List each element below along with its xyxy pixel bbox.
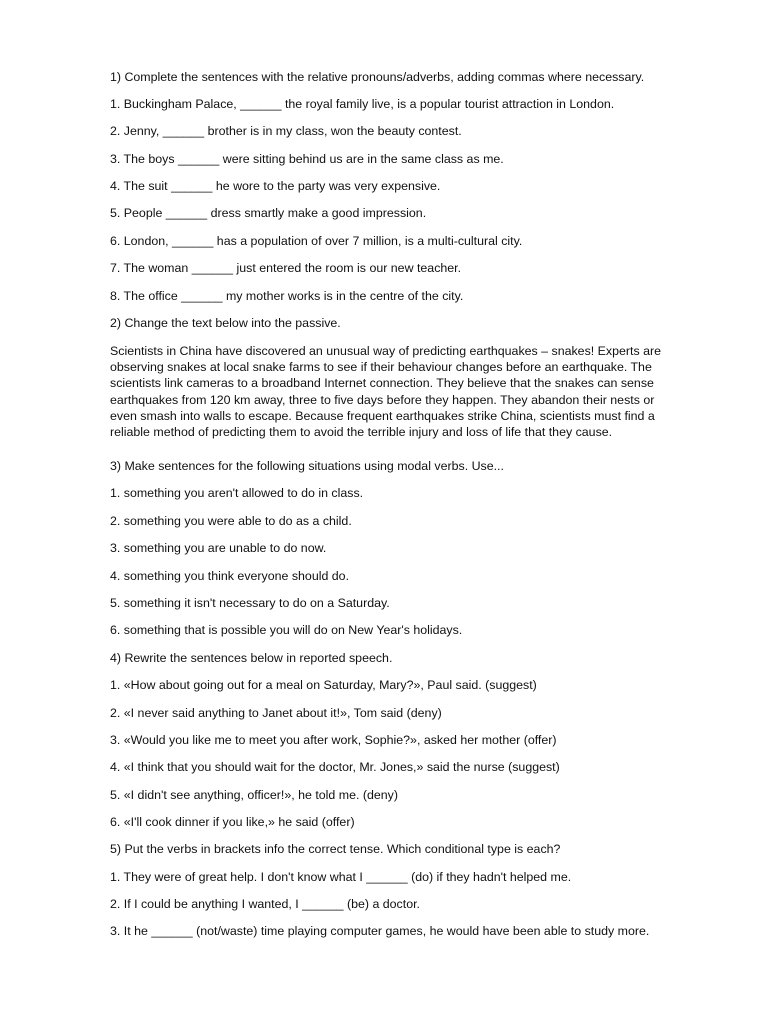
list-item: 2. something you were able to do as a child. bbox=[110, 514, 352, 528]
section-1-heading: 1) Complete the sentences with the relative pronouns/adverbs, adding commas where necessary. bbox=[110, 70, 645, 84]
list-item: 5. «I didn't see anything, officer!», he told me. (deny) bbox=[110, 788, 398, 802]
list-item: 6. «I'll cook dinner if you like,» he said (offer) bbox=[110, 815, 355, 829]
list-item: 3. The boys ______ were sitting behind us are in the same class as me. bbox=[110, 152, 504, 166]
passage-line: reliable method of predicting them to avoid the terrible injury and loss of life that they cause. bbox=[110, 425, 613, 440]
section-4-heading: 4) Rewrite the sentences below in reported speech. bbox=[110, 651, 393, 665]
passage-line: earthquakes from 120 km away, three to five days before they happen. They abandon their nests or bbox=[110, 392, 655, 407]
list-item: 8. The office ______ my mother works is in the centre of the city. bbox=[110, 289, 464, 303]
list-item: 4. «I think that you should wait for the doctor, Mr. Jones,» said the nurse (suggest) bbox=[110, 760, 560, 774]
list-item: 1. Buckingham Palace, ______ the royal family live, is a popular tourist attraction in London. bbox=[110, 97, 615, 111]
list-item: 3. It he ______ (not/waste) time playing computer games, he would have been able to study more. bbox=[110, 924, 650, 938]
section-3-heading: 3) Make sentences for the following situations using modal verbs. Use... bbox=[110, 459, 504, 473]
passage-line: scientists link cameras to a broadband Internet connection. They believe that the snakes can sense bbox=[110, 376, 654, 391]
list-item: 2. Jenny, ______ brother is in my class, won the beauty contest. bbox=[110, 124, 462, 138]
list-item: 1. They were of great help. I don't know what I ______ (do) if they hadn't helped me. bbox=[110, 870, 572, 884]
passage-line: observing snakes at local snake farms to see if their behaviour changes before an earthquake. The bbox=[110, 360, 652, 375]
list-item: 7. The woman ______ just entered the room is our new teacher. bbox=[110, 261, 462, 275]
list-item: 3. «Would you like me to meet you after work, Sophie?», asked her mother (offer) bbox=[110, 733, 557, 747]
list-item: 6. London, ______ has a population of over 7 million, is a multi-cultural city. bbox=[110, 234, 523, 248]
list-item: 2. If I could be anything I wanted, I ______ (be) a doctor. bbox=[110, 897, 420, 911]
list-item: 3. something you are unable to do now. bbox=[110, 541, 327, 555]
list-item: 4. something you think everyone should do. bbox=[110, 569, 350, 583]
passage-paragraph bbox=[110, 343, 690, 440]
list-item: 5. People ______ dress smartly make a good impression. bbox=[110, 206, 427, 220]
list-item: 4. The suit ______ he wore to the party was very expensive. bbox=[110, 179, 441, 193]
list-item: 2. «I never said anything to Janet about it!», Tom said (deny) bbox=[110, 706, 442, 720]
passage-line: Scientists in China have discovered an unusual way of predicting earthquakes – snakes! Experts are bbox=[110, 344, 662, 358]
list-item: 1. something you aren't allowed to do in class. bbox=[110, 486, 364, 500]
section-5-heading: 5) Put the verbs in brackets info the correct tense. Which conditional type is each? bbox=[110, 842, 561, 856]
list-item: 1. «How about going out for a meal on Saturday, Mary?», Paul said. (suggest) bbox=[110, 678, 537, 692]
section-2-heading: 2) Change the text below into the passive. bbox=[110, 316, 341, 330]
list-item: 5. something it isn't necessary to do on a Saturday. bbox=[110, 596, 390, 610]
list-item: 6. something that is possible you will do on New Year's holidays. bbox=[110, 623, 463, 637]
passage-line: even smash into walls to escape. Because frequent earthquakes strike China, scientists must find a bbox=[110, 408, 655, 423]
